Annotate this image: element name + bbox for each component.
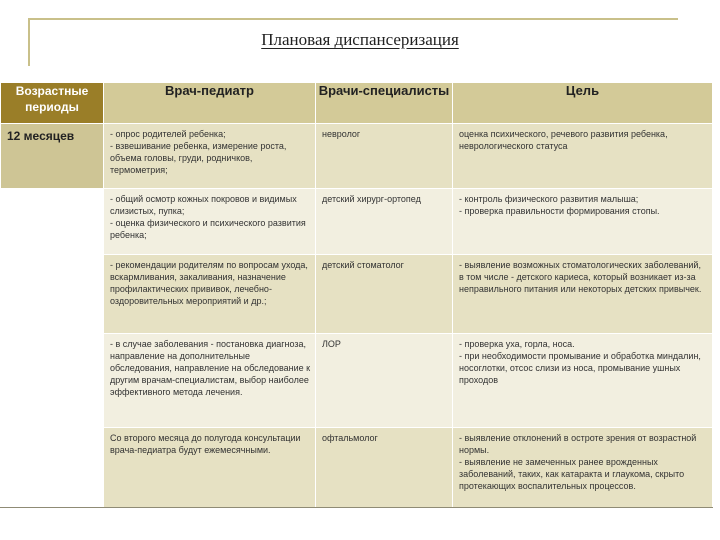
- goal-cell: - выявление отклонений в остроте зрения от возрастной нормы. - выявление не замеченных ранее врожденных заболеваний, таких, как катаракта и глаукома, скрыто протекающих воспалительных процессов.: [453, 428, 713, 508]
- pediatrician-cell: - опрос родителей ребенка; - взвешивание ребенка, измерение роста, объема головы, груди, родничков, термометрия;: [104, 124, 316, 189]
- table-header-row: [1, 83, 713, 124]
- header-goal: Цель: [453, 83, 713, 124]
- header-specialists: Врачи-специалисты: [316, 83, 453, 124]
- pediatrician-cell: - рекомендации родителям по вопросам ухода, вскармливания, закаливания, назначение профилактических прививок, лечебно-оздоровительных мероприятий и др.;: [104, 255, 316, 334]
- specialist-cell: офтальмолог: [316, 428, 453, 508]
- table-row: [1, 124, 713, 189]
- page-title: Плановая диспансеризация: [261, 30, 459, 49]
- age-period-empty-cell: [1, 428, 104, 508]
- table-row: [1, 334, 713, 428]
- frame-top-line: [28, 18, 678, 20]
- specialist-cell: невролог: [316, 124, 453, 189]
- age-period-cell: 12 месяцев: [1, 124, 104, 189]
- dispensary-table: [0, 82, 713, 508]
- goal-cell: оценка психического, речевого развития ребенка, неврологического статуса: [453, 124, 713, 189]
- specialist-cell: детский стоматолог: [316, 255, 453, 334]
- specialist-cell: детский хирург-ортопед: [316, 189, 453, 255]
- age-period-empty-cell: [1, 189, 104, 255]
- pediatrician-cell: - общий осмотр кожных покровов и видимых слизистых, пупка; - оценка физического и психического развития ребенка;: [104, 189, 316, 255]
- age-period-empty-cell: [1, 255, 104, 334]
- table-row: [1, 189, 713, 255]
- table-row: [1, 255, 713, 334]
- pediatrician-cell: Со второго месяца до полугода консультации врача-педиатра будут ежемесячными.: [104, 428, 316, 508]
- goal-cell: - выявление возможных стоматологических заболеваний, в том числе - детского кариеса, который возникает из-за неправильного питания или некоторых детских привычек.: [453, 255, 713, 334]
- goal-cell: - проверка уха, горла, носа. - при необходимости промывание и обработка миндалин, носоглотки, отсос слизи из носа, промывание ушных проходов: [453, 334, 713, 428]
- goal-cell: - контроль физического развития малыша; - проверка правильности формирования стопы.: [453, 189, 713, 255]
- specialist-cell: ЛОР: [316, 334, 453, 428]
- header-age: Возрастные периоды: [1, 83, 104, 124]
- pediatrician-cell: - в случае заболевания - постановка диагноза, направление на дополнительные обследования, направление на обследование к другим врачам-специалистам, выбор наиболее эффективного метода лечения.: [104, 334, 316, 428]
- age-period-empty-cell: [1, 334, 104, 428]
- table-row: [1, 428, 713, 508]
- header-pediatrician: Врач-педиатр: [104, 83, 316, 124]
